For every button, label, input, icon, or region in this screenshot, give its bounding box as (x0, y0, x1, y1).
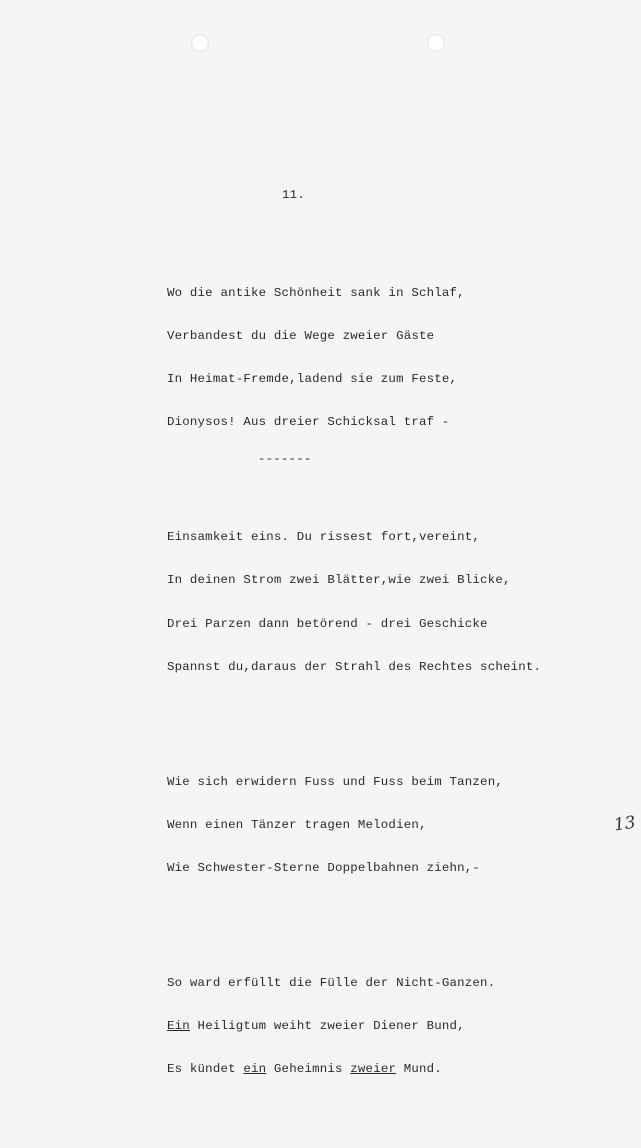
poem-line: In deinen Strom zwei Blätter,wie zwei Blicke, (167, 573, 511, 588)
poem-line-underlined (167, 1019, 541, 1033)
poem-line: So ward erfüllt die Fülle der Nicht-Ganzen. (167, 975, 496, 990)
page-folio-number: 13 (612, 812, 637, 836)
stanza-4 (167, 947, 541, 1105)
underlined-word: Ein (167, 1019, 190, 1034)
stanza-3 (167, 746, 541, 904)
line-text: Mund. (396, 1062, 442, 1077)
line-text: Heiligtum weiht zweier Diener Bund, (189, 1019, 465, 1034)
underlined-word: zweier (350, 1062, 397, 1077)
poem-line: Wie sich erwidern Fuss und Fuss beim Tanzen, (167, 774, 503, 789)
end-rule: ------- (258, 452, 312, 466)
poem-line: Dionysos! Aus dreier Schicksal traf - (167, 415, 450, 430)
poem-line: Spannst du,daraus der Strahl des Rechtes scheint. (167, 659, 542, 674)
punch-hole-left (191, 34, 209, 52)
poem-line: In Heimat-Fremde,ladend sie zum Feste, (167, 372, 458, 387)
poem-number: 11. (282, 188, 305, 202)
stanza-1 (167, 257, 541, 459)
poem-line-underlined (167, 1062, 541, 1076)
underlined-word: ein (243, 1062, 267, 1077)
line-text: Geheimnis (266, 1062, 351, 1077)
line-text: Es kündet (167, 1062, 244, 1077)
poem-line: Einsamkeit eins. Du rissest fort,vereint, (167, 530, 481, 545)
stanza-2 (167, 501, 541, 703)
punch-hole-right (427, 34, 445, 52)
poem-line: Wenn einen Tänzer tragen Melodien, (167, 817, 427, 832)
poem-body (167, 228, 541, 1148)
poem-line: Wie Schwester-Sterne Doppelbahnen ziehn,- (167, 861, 481, 876)
poem-line: Wo die antike Schönheit sank in Schlaf, (167, 285, 465, 300)
poem-line: Verbandest du die Wege zweier Gäste (167, 328, 435, 343)
poem-line: Drei Parzen dann betörend - drei Geschicke (167, 616, 488, 631)
